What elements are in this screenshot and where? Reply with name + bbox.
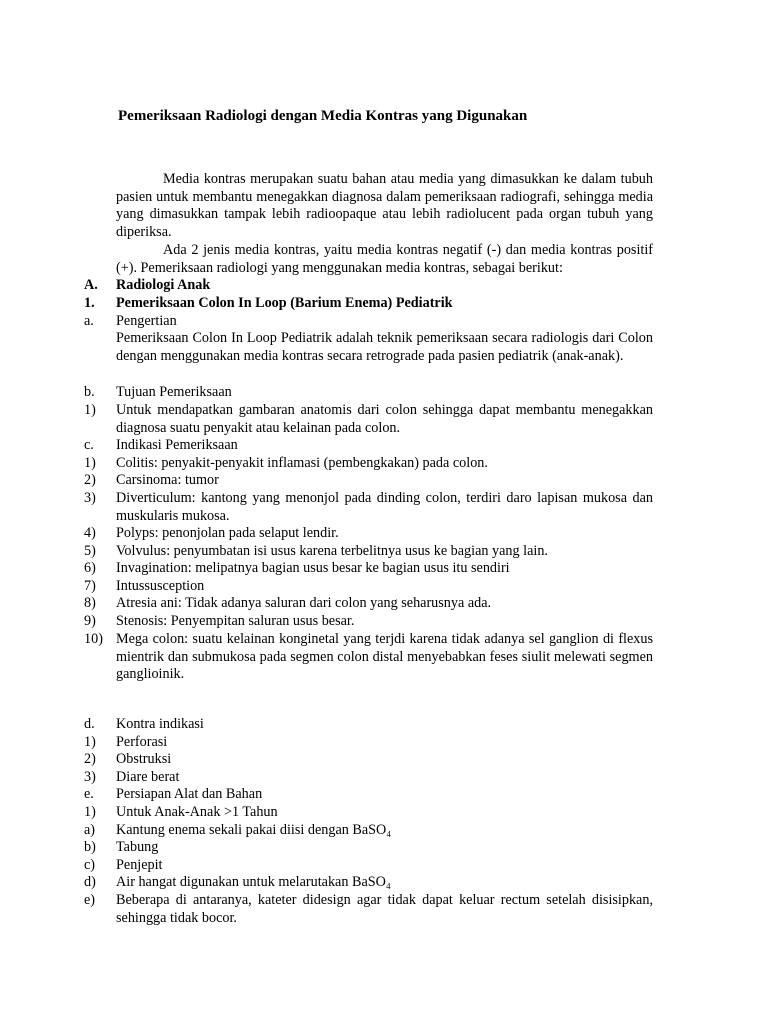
list-item: 3) Diverticulum: kantong yang menonjol pada dinding colon, terdiri daro lapisan mukosa dan muskularis mukosa.	[84, 490, 653, 524]
list-item: 9) Stenosis: Penyempitan saluran usus besar.	[84, 613, 355, 629]
definition-paragraph: Pemeriksaan Colon In Loop Pediatrik adalah teknik pemeriksaan secara radiologis dari Colon dengan menggunakan media kontras secara retrograde pada pasien pediatrik (anak-anak).	[116, 330, 653, 364]
list-item: 8) Atresia ani: Tidak adanya saluran dari colon yang seharusnya ada.	[84, 595, 492, 611]
list-item: 7) Intussusception	[84, 578, 205, 594]
list-item: e) Beberapa di antaranya, kateter didesign agar tidak dapat keluar rectum setelah disisipkan, sehingga tidak bocor.	[84, 892, 653, 926]
list-item: 2) Carsinoma: tumor	[84, 472, 219, 488]
list-item: 1) Colitis: penyakit-penyakit inflamasi (pembengkakan) pada colon.	[84, 455, 488, 471]
document-page: Pemeriksaan Radiologi dengan Media Kontras yang Digunakan Media kontras merupakan suatu bahan atau media yang dimasukkan ke dalam tubuh pasien untuk membantu menegakkan diagnosa dalam pemeriksaan radiografi, sehingga media yang dimasukkan tampak lebih radioopaque atau lebih radiolucent pada organ tubuh yang diperiksa. Ada 2 jenis media kontras, yaitu media kontras negatif (-) dan media kontras positif (+). Pemeriksaan radiologi yang menggunakan media kontras, sebagai berikut: A. Radiologi Anak 1. Pemeriksaan Colon In Loop (Barium Enema) Pediatrik a. Pengertian Pemeriksaan Colon In Loop Pediatrik adalah teknik pemeriksaan secara radiologis dari Colon dengan menggunakan media kontras secara retrograde pada pasien pediatrik (anak-anak). b. Tujuan Pemeriksaan 1) Untuk mendapatkan gambaran anatomis dari colon sehingga dapat membantu menegakkan diagnosa suatu penyakit atau kelainan pada colon. c. Indikasi Pemeriksaan 1) Colitis: penyakit-penyakit inflamasi (pembengkakan) pada colon. 2) Carsinoma: tumor 3) Diverticulum: kantong yang menonjol pada dinding colon, terdiri daro lapisan mukosa dan muskularis mukosa. 4) Polyps: penonjolan pada selaput lendir. 5) Volvulus: penyumbatan isi usus karena terbelitnya usus ke bagian yang lain. 6) Invagination: melipatnya bagian usus besar ke bagian usus itu sendiri 7) Intussusception 8) Atresia ani: Tidak adanya saluran dari colon yang seharusnya ada. 9) Stenosis: Penyempitan saluran usus besar. 10) Mega colon: suatu kelainan konginetal yang terjdi karena tidak adanya sel ganglion di flexus mientrik dan submukosa pada segmen colon distal menyebabkan feses siulit melewati segmen ganglioinik. d. Kontra indikasi 1) Perforasi 2) Obstruksi 3) Diare berat e. Persiapan Alat dan Bahan 1) Untuk Anak-Anak >1 Tahun a) Kantung enema sekali pakai diisi dengan BaSO₄ b) Tabung c) Penjepit d) Air hangat digunakan untuk melarutakan BaSO₄ e) Beberapa di antaranya, kateter didesign agar tidak dapat keluar rectum setelah disisipkan, sehingga tidak bocor.	[84, 108, 653, 926]
list-item: 4) Polyps: penonjolan pada selaput lendir.	[84, 525, 339, 541]
list-item: 5) Volvulus: penyumbatan isi usus karena terbelitnya usus ke bagian yang lain.	[84, 543, 548, 559]
intro-paragraph-2: Ada 2 jenis media kontras, yaitu media kontras negatif (-) dan media kontras positif (+). Pemeriksaan radiologi yang menggunakan media kontras, sebagai berikut:	[116, 242, 653, 276]
document-title: Pemeriksaan Radiologi dengan Media Kontras yang Digunakan	[118, 108, 528, 124]
intro-paragraph-1: Media kontras merupakan suatu bahan atau media yang dimasukkan ke dalam tubuh pasien untuk membantu menegakkan diagnosa dalam pemeriksaan radiografi, sehingga media yang dimasukkan tampak lebih radioopaque atau lebih radiolucent pada organ tubuh yang diperiksa.	[116, 171, 653, 240]
list-item: 1) Untuk mendapatkan gambaran anatomis dari colon sehingga dapat membantu menegakkan diagnosa suatu penyakit atau kelainan pada colon.	[84, 402, 653, 436]
list-item: 10) Mega colon: suatu kelainan konginetal yang terjdi karena tidak adanya sel ganglion di flexus mientrik dan submukosa pada segmen colon distal menyebabkan feses siulit melewati segmen ganglioinik.	[84, 631, 653, 683]
list-item: 6) Invagination: melipatnya bagian usus besar ke bagian usus itu sendiri	[84, 560, 510, 576]
